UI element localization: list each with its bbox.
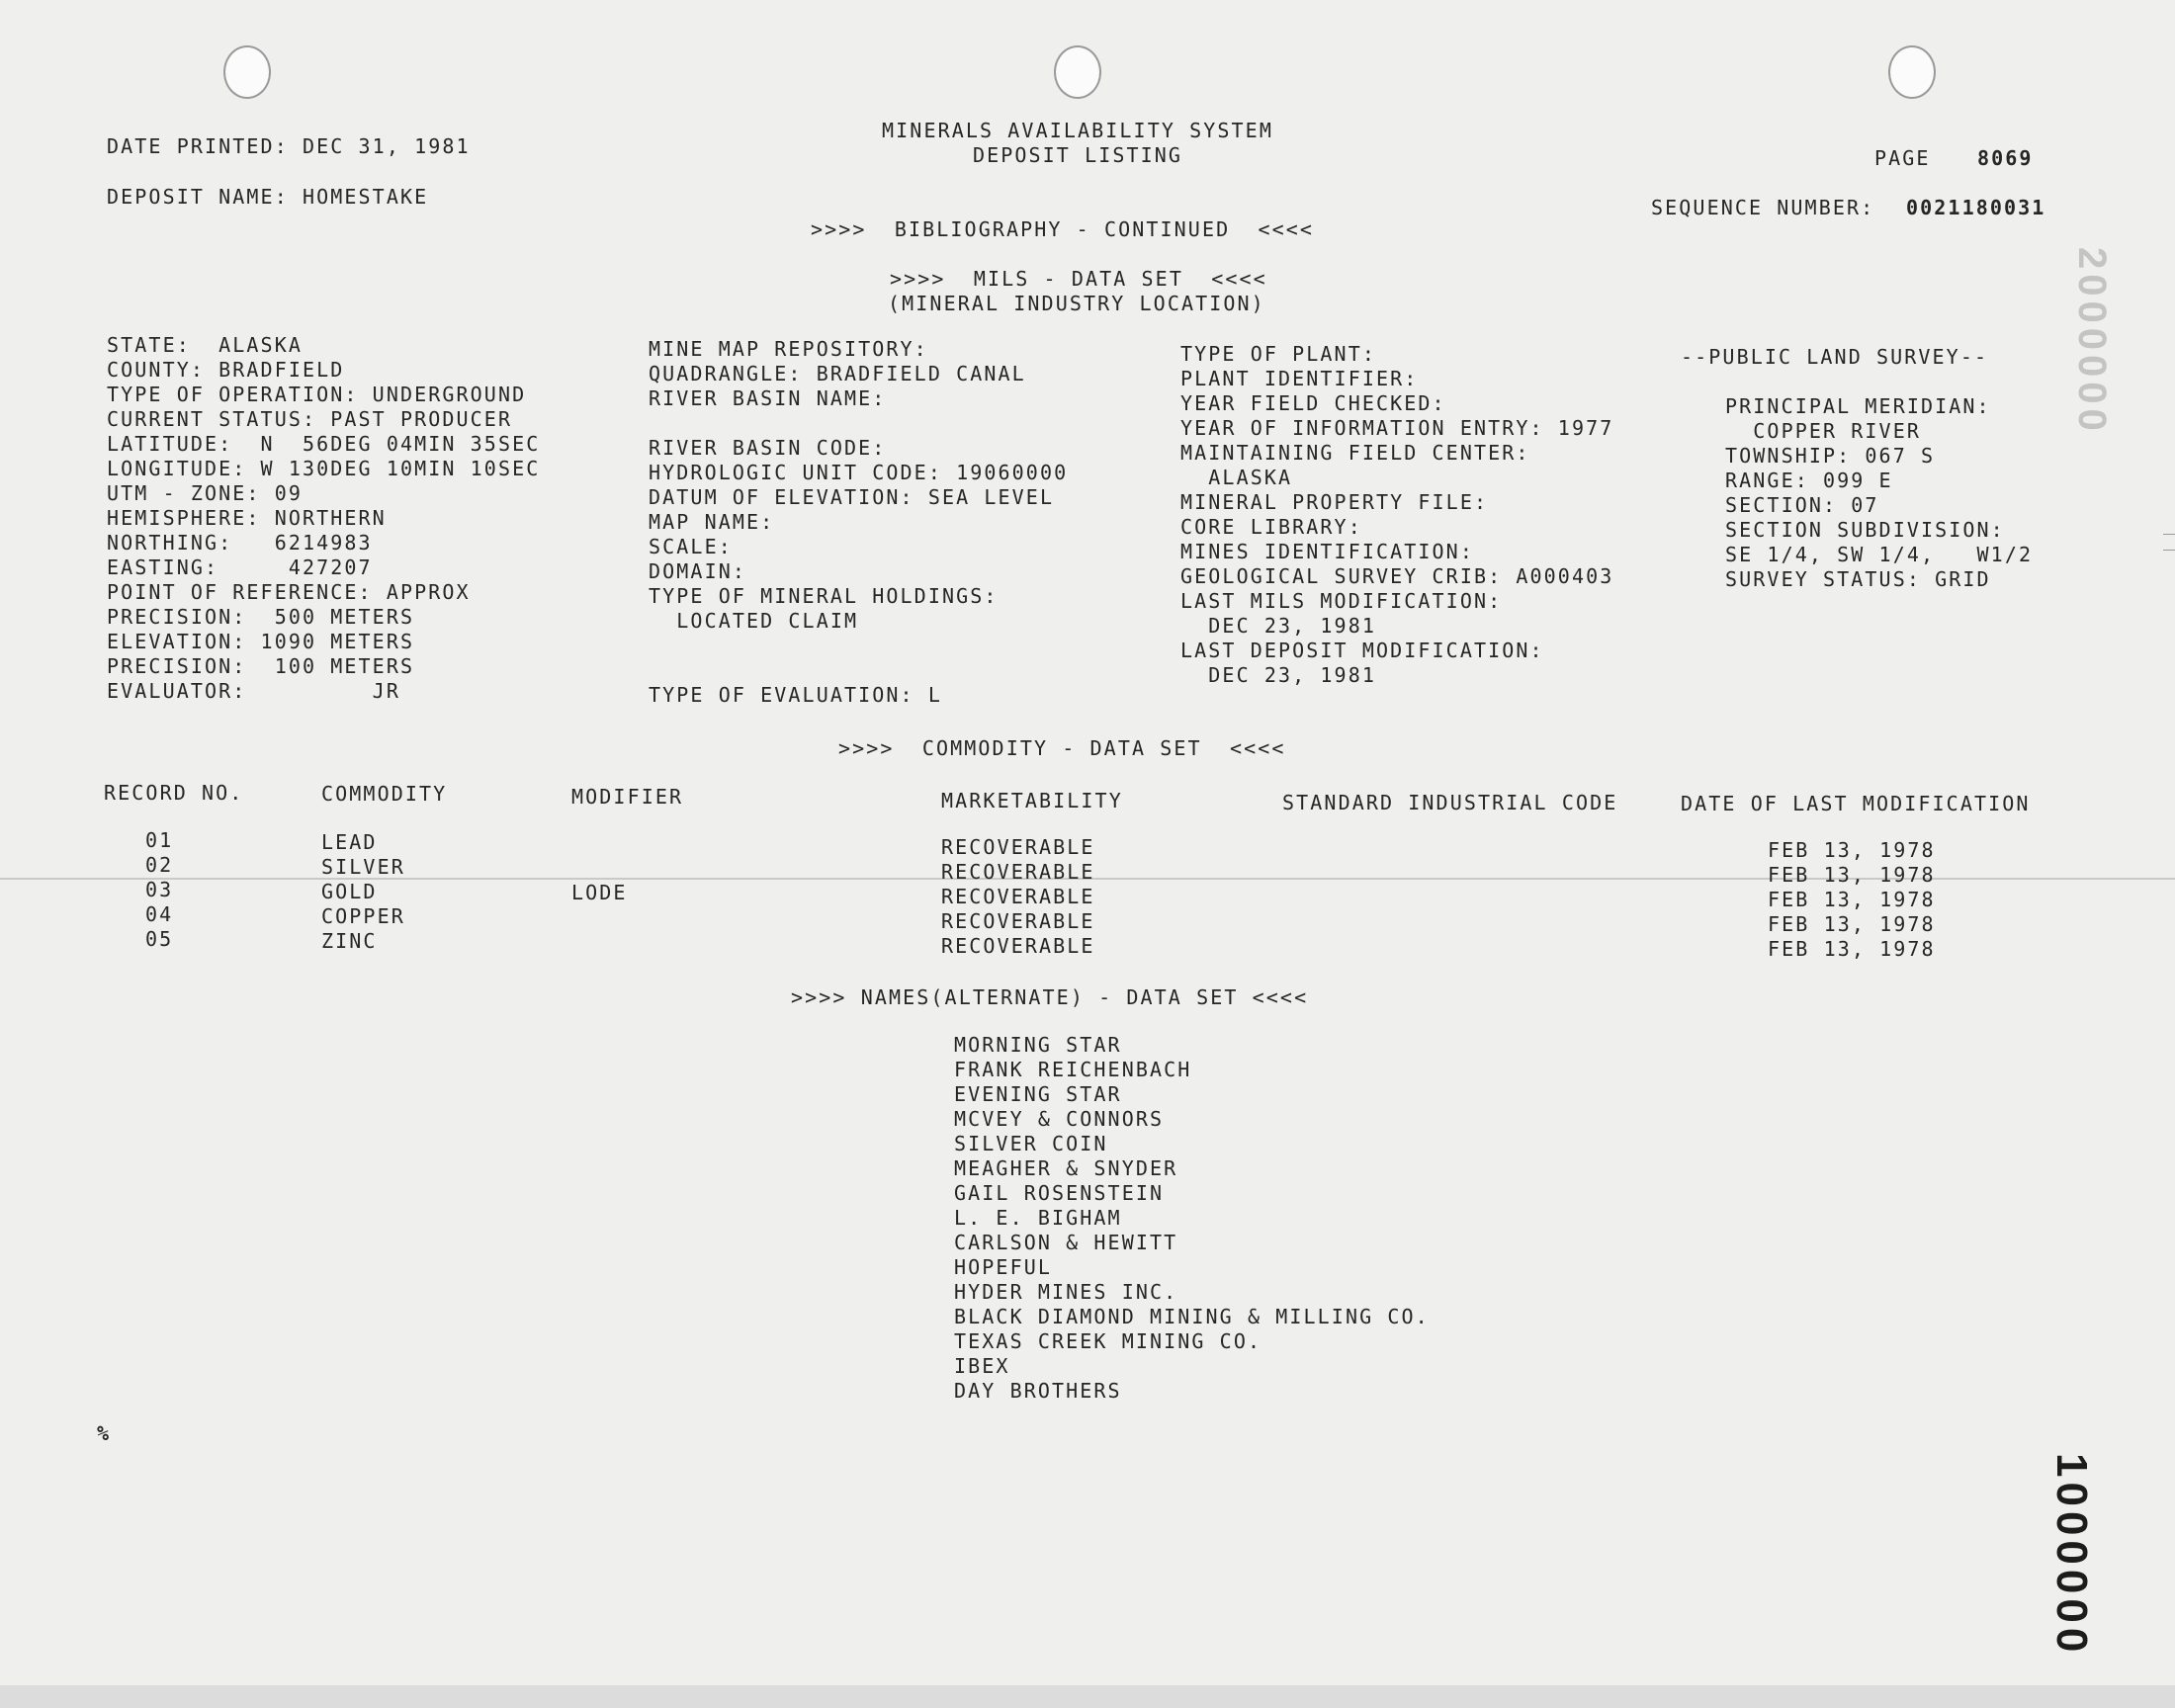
commodity-name: SILVER [321,855,405,879]
record-no: 03 [145,878,174,901]
list-item: BLACK DIAMOND MINING & MILLING CO. [954,1305,1430,1328]
field-line: MINERAL PROPERTY FILE: [1180,490,1489,514]
field-line: CORE LIBRARY: [1180,515,1362,539]
field-line: COUNTY: BRADFIELD [107,358,345,382]
list-item: CARLSON & HEWITT [954,1231,1178,1254]
modification-date: FEB 13, 1978 [1768,912,1936,936]
record-no: 05 [145,927,174,951]
commodity-name: GOLD [321,880,378,903]
field-line: TYPE OF PLANT: [1180,342,1376,366]
list-item: TEXAS CREEK MINING CO. [954,1329,1262,1353]
field-line: QUADRANGLE: BRADFIELD CANAL [649,362,1026,385]
field-line: PRINCIPAL MERIDIAN: [1725,394,1991,418]
binder-hole [1888,45,1936,99]
modification-date: FEB 13, 1978 [1768,838,1936,862]
field-line: SURVEY STATUS: GRID [1725,567,1991,591]
field-line: PRECISION: 100 METERS [107,654,415,678]
mils-heading: >>>> MILS - DATA SET <<<< [890,267,1267,291]
field-line: DOMAIN: [649,559,746,583]
date-printed: DATE PRINTED: DEC 31, 1981 [107,134,471,158]
list-item: HYDER MINES INC. [954,1280,1178,1304]
field-line: LATITUDE: N 56DEG 04MIN 35SEC [107,432,541,456]
list-item: FRANK REICHENBACH [954,1058,1192,1081]
page-number: 8069 [1977,146,2034,170]
marketability: RECOVERABLE [941,934,1095,958]
marketability: RECOVERABLE [941,909,1095,933]
list-item: MORNING STAR [954,1033,1122,1057]
field-line: LAST DEPOSIT MODIFICATION: [1180,639,1544,662]
listing-title: DEPOSIT LISTING [972,143,1183,167]
modifier: LODE [571,881,628,904]
record-no: 04 [145,902,174,926]
field-line: TOWNSHIP: 067 S [1725,444,1936,468]
sequence-number: 0021180031 [1906,196,2046,219]
field-line: SECTION SUBDIVISION: [1725,518,2005,542]
binder-hole [1054,45,1101,99]
field-line: MINES IDENTIFICATION: [1180,540,1474,563]
record-no: 01 [145,828,174,852]
names-heading: >>>> NAMES(ALTERNATE) - DATA SET <<<< [791,985,1309,1009]
modification-date: FEB 13, 1978 [1768,863,1936,887]
marketability: RECOVERABLE [941,835,1095,859]
field-line: LOCATED CLAIM [649,609,859,633]
field-line: PLANT IDENTIFIER: [1180,367,1419,390]
field-line: YEAR FIELD CHECKED: [1180,391,1446,415]
field-line: DEC 23, 1981 [1180,663,1376,687]
field-line: TYPE OF OPERATION: UNDERGROUND [107,383,527,406]
field-line: MAINTAINING FIELD CENTER: [1180,441,1530,465]
field-line: SCALE: [649,535,733,558]
field-line: PRECISION: 500 METERS [107,605,415,629]
modification-date: FEB 13, 1978 [1768,888,1936,911]
commodity-name: ZINC [321,929,378,953]
field-line: MINE MAP REPOSITORY: [649,337,928,361]
field-line: HEMISPHERE: NORTHERN [107,506,387,530]
field-line: HYDROLOGIC UNIT CODE: 19060000 [649,461,1069,484]
list-item: MCVEY & CONNORS [954,1107,1165,1131]
bibliography-heading: >>>> BIBLIOGRAPHY - CONTINUED <<<< [811,217,1315,241]
frame-number-stamp: 2000000 [2070,247,2114,436]
column-header: MARKETABILITY [941,789,1123,812]
field-line: GEOLOGICAL SURVEY CRIB: A000403 [1180,564,1614,588]
list-item: EVENING STAR [954,1082,1122,1106]
field-line: DATUM OF ELEVATION: SEA LEVEL [649,485,1055,509]
field-line: LAST MILS MODIFICATION: [1180,589,1503,613]
list-item: DAY BROTHERS [954,1379,1122,1403]
list-item: L. E. BIGHAM [954,1206,1122,1230]
field-line: COPPER RIVER [1725,419,1921,443]
commodity-name: LEAD [321,830,378,854]
field-line: MAP NAME: [649,510,775,534]
field-line: POINT OF REFERENCE: APPROX [107,580,471,604]
marketability: RECOVERABLE [941,885,1095,908]
percent-mark: % [97,1421,112,1445]
column-header: COMMODITY [321,782,448,806]
field-line: RIVER BASIN CODE: [649,436,887,460]
deposit-name: DEPOSIT NAME: HOMESTAKE [107,185,429,209]
mils-subheading: (MINERAL INDUSTRY LOCATION) [888,292,1265,315]
frame-number-stamp: 1000000 [2047,1453,2096,1658]
commodity-name: COPPER [321,904,405,928]
field-line: CURRENT STATUS: PAST PRODUCER [107,407,513,431]
field-line: TYPE OF EVALUATION: L [649,683,942,707]
field-line: TYPE OF MINERAL HOLDINGS: [649,584,999,608]
column-header: MODIFIER [571,785,684,809]
field-line: UTM - ZONE: 09 [107,481,303,505]
binder-hole [223,45,271,99]
field-line: --PUBLIC LAND SURVEY-- [1681,345,1989,369]
column-header: STANDARD INDUSTRIAL CODE [1282,791,1618,814]
list-item: SILVER COIN [954,1132,1108,1155]
column-header: DATE OF LAST MODIFICATION [1681,792,2031,815]
sequence-label: SEQUENCE NUMBER: [1651,196,1875,219]
list-item: GAIL ROSENSTEIN [954,1181,1165,1205]
field-line: SE 1/4, SW 1/4, W1/2 [1725,543,2034,566]
page-label: PAGE [1874,146,1931,170]
field-line: NORTHING: 6214983 [107,531,373,555]
field-line: SECTION: 07 [1725,493,1879,517]
list-item: MEAGHER & SNYDER [954,1156,1178,1180]
system-title: MINERALS AVAILABILITY SYSTEM [882,119,1273,142]
list-item: IBEX [954,1354,1010,1378]
list-item: HOPEFUL [954,1255,1052,1279]
field-line: RANGE: 099 E [1725,469,1893,492]
column-header: RECORD NO. [104,781,244,805]
field-line: DEC 23, 1981 [1180,614,1376,638]
field-line: ALASKA [1180,466,1293,489]
field-line: YEAR OF INFORMATION ENTRY: 1977 [1180,416,1614,440]
field-line: EASTING: 427207 [107,555,373,579]
edge-rule [2163,550,2175,551]
marketability: RECOVERABLE [941,860,1095,884]
field-line: RIVER BASIN NAME: [649,386,887,410]
field-line: STATE: ALASKA [107,333,303,357]
record-no: 02 [145,853,174,877]
modification-date: FEB 13, 1978 [1768,937,1936,961]
field-line: LONGITUDE: W 130DEG 10MIN 10SEC [107,457,541,480]
field-line: ELEVATION: 1090 METERS [107,630,415,653]
commodity-heading: >>>> COMMODITY - DATA SET <<<< [838,736,1286,760]
edge-rule [2163,534,2175,535]
field-line: EVALUATOR: JR [107,679,400,703]
